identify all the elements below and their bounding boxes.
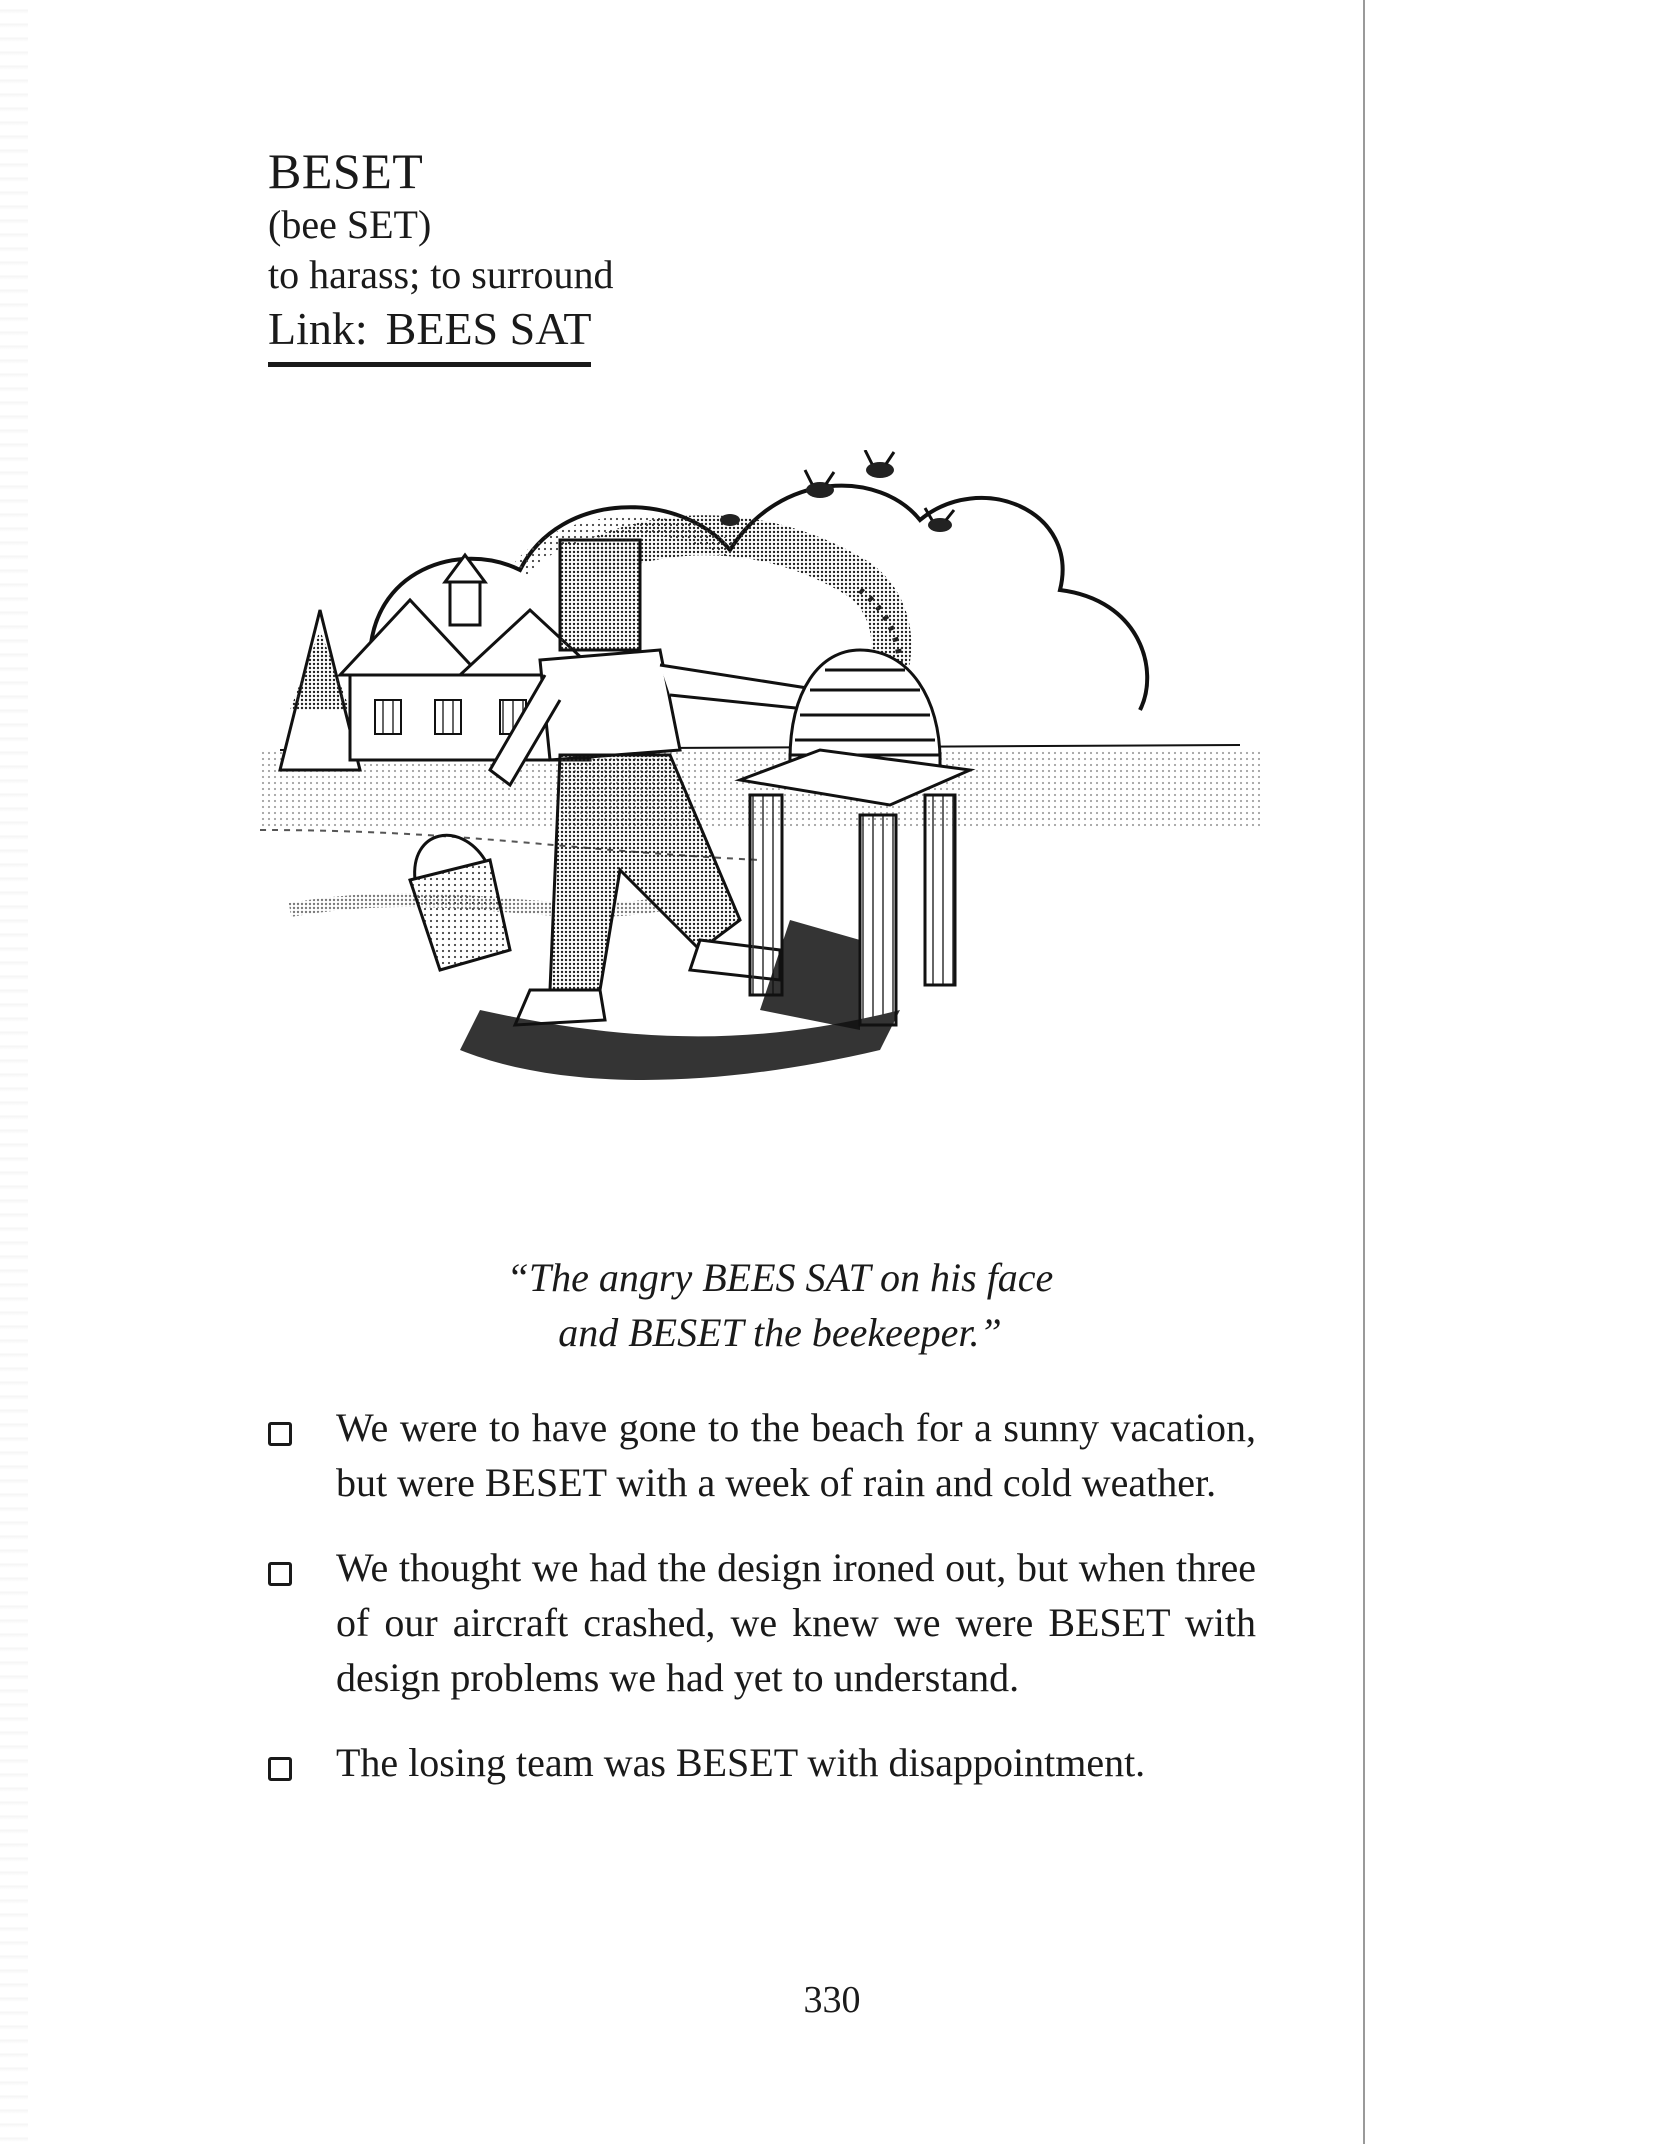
scan-edge [0,0,28,2144]
caption-line-1: “The angry BEES SAT on his face [506,1255,1054,1300]
entry-header [268,142,614,367]
page-edge-line [1363,0,1365,2144]
checkbox-icon[interactable] [268,1562,292,1586]
example-text: We were to have gone to the beach for a sunny vacation, but were BESET with a week of rain and cold weather. [336,1405,1256,1505]
example-text: The losing team was BESET with disappointment. [336,1740,1146,1785]
example-list [268,1400,1268,1820]
pronunciation: (bee SET) [268,202,432,247]
caption-line-2: and BESET the beekeeper.” [558,1310,1002,1355]
headword: BESET [268,143,424,199]
list-item [268,1735,1268,1790]
link-label: Link: [268,303,368,354]
list-item [268,1540,1268,1705]
page-number: 330 [803,1979,861,2021]
definition: to harass; to surround [268,252,614,297]
tree-icon [280,610,360,770]
example-text: We thought we had the design ironed out, but when three of our aircraft crashed, we knew we were BESET with design problems we had yet to understand. [336,1545,1256,1700]
list-item [268,1400,1268,1510]
link-line [268,300,591,367]
bucket-icon [410,835,510,970]
link-word: BEES SAT [385,303,592,354]
beekeeper-illustration [260,450,1260,1240]
checkbox-icon[interactable] [268,1757,292,1781]
illustration-caption [330,1250,1230,1360]
checkbox-icon[interactable] [268,1422,292,1446]
